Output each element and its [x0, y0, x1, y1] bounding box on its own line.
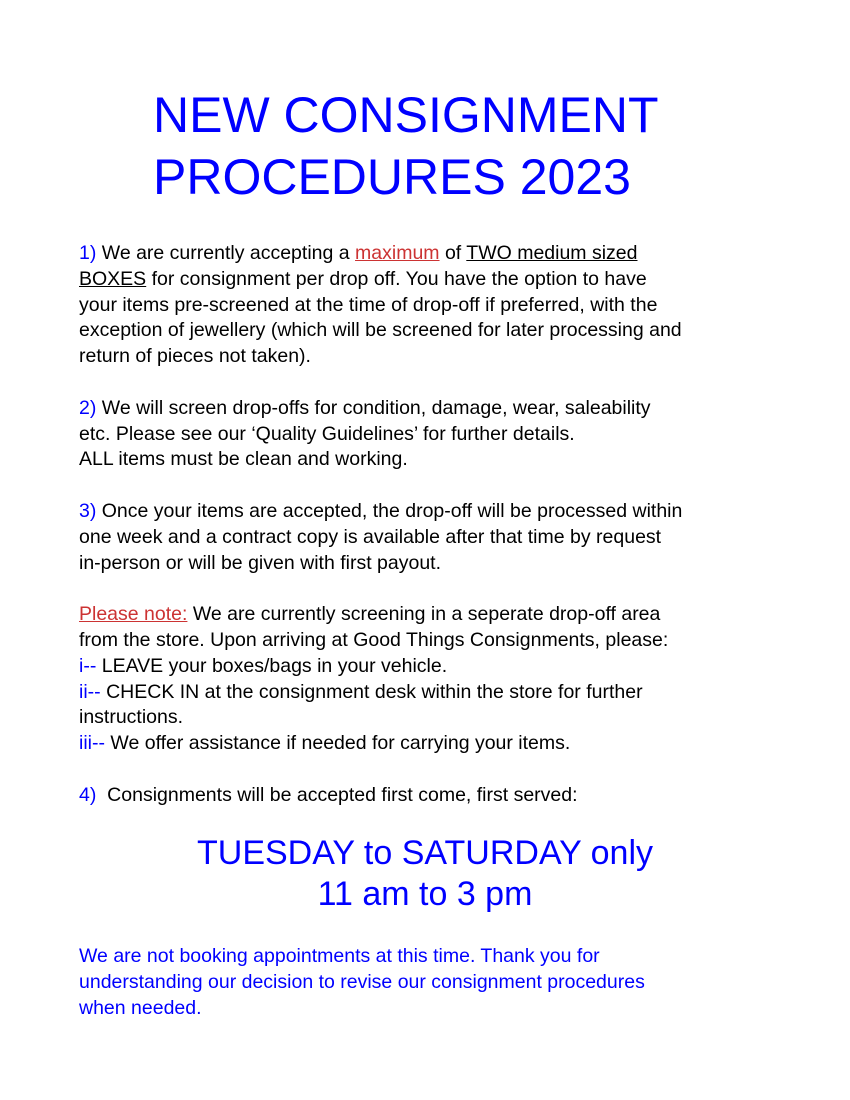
item-3-line-2: one week and a contract copy is available after that time by request	[79, 525, 662, 548]
item-3-text: Once your items are accepted, the drop-off will be processed within	[96, 499, 683, 522]
page-title	[153, 84, 813, 208]
opening-hours	[0, 833, 850, 915]
spacer	[79, 370, 779, 396]
item-2-number: 2)	[79, 396, 97, 419]
procedures-body	[79, 241, 779, 809]
note-step-1	[79, 654, 779, 680]
step-text: We offer assistance if needed for carrying your items.	[104, 732, 571, 755]
title-line-2: PROCEDURES 2023	[153, 149, 631, 205]
step-text: CHECK IN at the consignment desk within the store for further	[100, 680, 643, 703]
item-1-text-cont: for consignment per drop off. You have the option to have	[146, 267, 647, 290]
item-1-line-3: your items pre-screened at the time of drop-off if preferred, with the	[79, 293, 658, 316]
step-text: LEAVE your boxes/bags in your vehicle.	[96, 654, 448, 677]
item-1-number: 1)	[79, 242, 97, 264]
please-note-label: Please note:	[79, 603, 188, 626]
hours-days: TUESDAY to SATURDAY only	[197, 834, 653, 872]
item-4-text: Consignments will be accepted first come, first served:	[96, 783, 578, 806]
item-1-line-2	[79, 267, 779, 293]
item-3-number: 3)	[79, 499, 97, 522]
item-4-line-1	[79, 783, 779, 809]
step-marker: ii--	[79, 680, 101, 703]
item-2-line-3: ALL items must be clean and working.	[79, 448, 408, 471]
item-4-number: 4)	[79, 783, 97, 806]
item-1-text-of: of	[439, 242, 467, 264]
boxes-emphasis: BOXES	[79, 267, 147, 290]
spacer	[79, 757, 779, 783]
note-step-3	[79, 731, 779, 757]
note-step-2-cont: instructions.	[79, 706, 184, 729]
step-marker: iii--	[79, 732, 105, 755]
closing-line-3: when needed.	[79, 996, 202, 1019]
note-step-2	[79, 680, 779, 706]
hours-time: 11 am to 3 pm	[317, 875, 533, 913]
spacer	[79, 576, 779, 602]
item-1-line-1	[79, 241, 779, 267]
step-marker: i--	[79, 654, 97, 677]
note-text: We are currently screening in a seperate drop-off area	[187, 603, 661, 626]
maximum-emphasis: maximum	[355, 242, 440, 264]
item-1-line-4: exception of jewellery (which will be screened for later processing and	[79, 319, 682, 342]
note-line-2: from the store. Upon arriving at Good Things Consignments, please:	[79, 628, 669, 651]
title-line-1: NEW CONSIGNMENT	[153, 87, 659, 143]
spacer	[79, 473, 779, 499]
note-line-1	[79, 602, 779, 628]
item-3-line-1	[79, 499, 779, 525]
item-1-line-5: return of pieces not taken).	[79, 345, 311, 368]
item-2-line-1	[79, 396, 779, 422]
two-boxes-emphasis: TWO medium sized	[466, 242, 638, 264]
closing-line-1: We are not booking appointments at this time. Thank you for	[79, 945, 600, 967]
item-2-line-2: etc. Please see our ‘Quality Guidelines’ for further details.	[79, 422, 575, 445]
closing-line-2: understanding our decision to revise our consignment procedures	[79, 970, 645, 993]
item-3-line-3: in-person or will be given with first payout.	[79, 551, 441, 574]
item-1-text: We are currently accepting a	[96, 242, 356, 264]
closing-note	[79, 944, 779, 1021]
item-2-text: We will screen drop-offs for condition, damage, wear, saleability	[96, 396, 651, 419]
